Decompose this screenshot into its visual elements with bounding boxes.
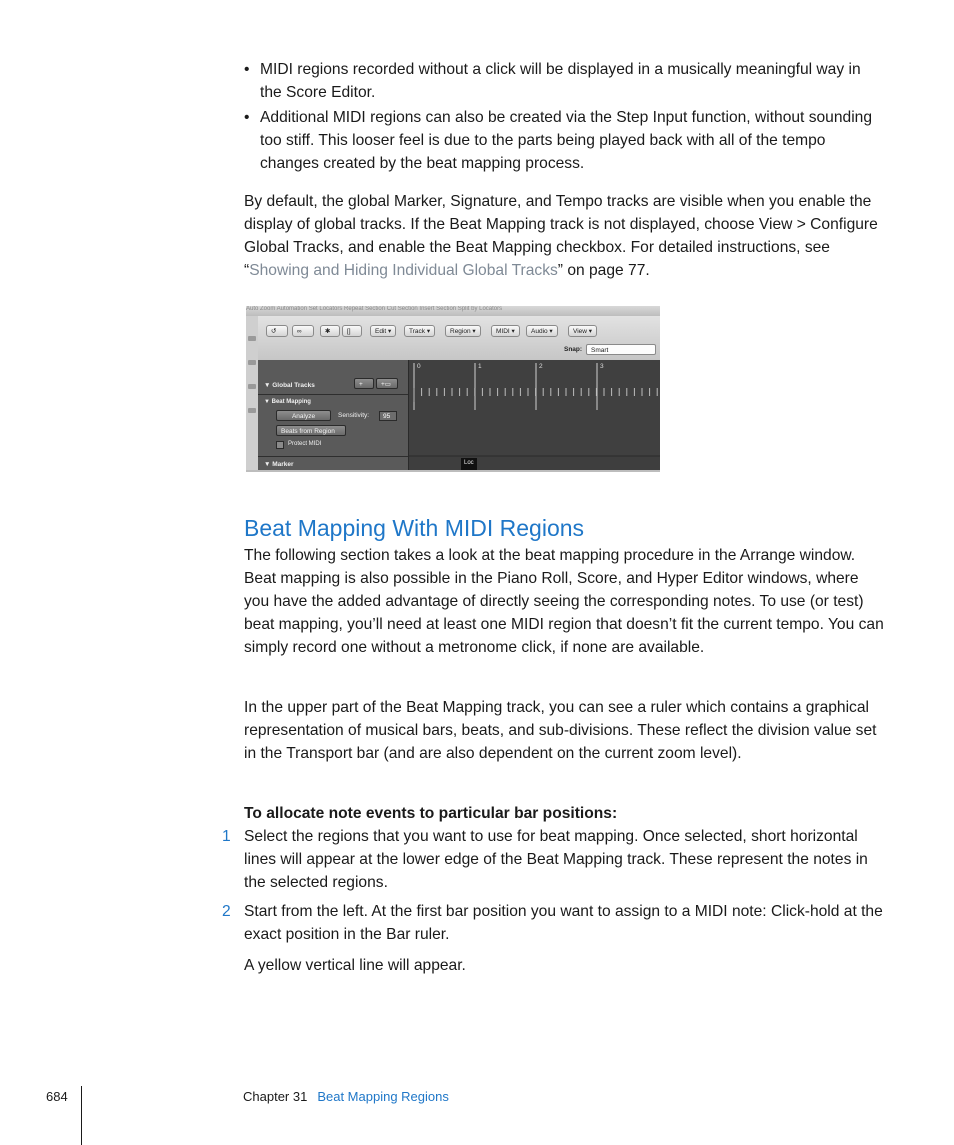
locator-label: Loc (464, 460, 474, 466)
section-title: Beat Mapping With MIDI Regions (244, 515, 585, 541)
ruler-bar-label: 3 (600, 363, 604, 370)
step-text: Start from the left. At the first bar position you want to assign to a MIDI note: Click-hold at the exact position in the Bar ruler. (244, 903, 883, 943)
global-tracks-disclosure[interactable]: ▼ Global Tracks (264, 382, 315, 389)
bullet-marker: • (244, 61, 250, 78)
step-number: 2 (222, 903, 231, 920)
toolbar-label-strip: Auto Zoom Automation Set Locators Repeat Section Cut Section Insert Section Split by Locators (246, 306, 660, 316)
tool-icon (248, 384, 256, 389)
analyze-button[interactable]: Analyze (276, 410, 331, 421)
tool-icon (248, 336, 256, 341)
arrange-window-screenshot (246, 306, 660, 472)
cross-reference-link[interactable]: Showing and Hiding Individual Global Tracks (249, 262, 558, 279)
footer-divider (81, 1086, 82, 1145)
chapter-label: Chapter 31 (243, 1089, 308, 1104)
ruler-bar-label: 1 (478, 363, 482, 370)
ruler-bar-label: 0 (417, 363, 421, 370)
protect-midi-label: Protect MIDI (288, 441, 322, 447)
sensitivity-label: Sensitivity: (338, 412, 370, 419)
bullet-text: MIDI regions recorded without a click will be displayed in a musically meaningful way in the Score Editor. (260, 61, 861, 101)
procedure-step (222, 825, 884, 894)
page-number: 684 (46, 1089, 68, 1104)
ruler-bar-label: 2 (539, 363, 543, 370)
global-tracks-panel (258, 360, 409, 470)
catch-icon[interactable]: ✱ (320, 325, 340, 337)
footer-chapter (243, 1089, 449, 1104)
procedure-step (222, 900, 884, 946)
intro-paragraph (244, 190, 884, 282)
link-icon[interactable]: ↺ (266, 325, 288, 337)
ruler-graphic (409, 360, 660, 470)
bullet-list (244, 58, 874, 177)
paragraph-text: By default, the global Marker, Signature, and Tempo tracks are visible when you enable the display of global tracks. If the Beat Mapping track is not displayed, choose View > Configure Global Tracks, and enable the Beat Mapping checkbox. For detailed instructions, see “ (244, 193, 878, 279)
tool-icon (248, 408, 256, 413)
procedure-title: To allocate note events to particular bar positions: (244, 805, 618, 822)
brackets-icon[interactable]: [] (342, 325, 362, 337)
add-icon[interactable]: + (354, 378, 374, 389)
tool-icon (248, 360, 256, 365)
folder-add-icon[interactable]: +▭ (376, 378, 398, 389)
chain-icon[interactable]: ∞ (292, 325, 314, 337)
paragraph-text: ” on page 77. (557, 262, 650, 279)
step-text: Select the regions that you want to use for beat mapping. Once selected, short horizontal lines will appear at the lower edge of the Beat Mapping track. These represent the notes in the selected regions. (244, 828, 868, 891)
protect-midi-checkbox[interactable] (276, 441, 284, 449)
marker-disclosure[interactable]: ▼ Marker (264, 461, 294, 468)
edit-menu[interactable]: Edit ▾ (370, 325, 396, 337)
beats-from-region-button[interactable]: Beats from Region (276, 425, 346, 436)
bullet-text: Additional MIDI regions can also be created via the Step Input function, without sounding too stiff. This looser feel is due to the parts being played back with all of the tempo changes created by the beat mapping process. (260, 109, 873, 172)
track-menu[interactable]: Track ▾ (404, 325, 435, 337)
step-number: 1 (222, 828, 231, 845)
list-item (244, 106, 874, 175)
step-result: A yellow vertical line will appear. (244, 957, 466, 974)
bullet-marker: • (244, 109, 250, 126)
snap-select[interactable]: Smart (586, 344, 656, 355)
chapter-title-link[interactable]: Beat Mapping Regions (317, 1089, 449, 1104)
snap-label: Snap: (564, 346, 583, 353)
sensitivity-field[interactable]: 95 (379, 411, 397, 421)
section-paragraph: In the upper part of the Beat Mapping track, you can see a ruler which contains a graphical representation of musical bars, beats, and sub-divisions. These reflect the division value set in the Transport bar (and are also dependent on the current zoom level). (244, 699, 877, 762)
list-item (244, 58, 874, 104)
beat-mapping-ruler[interactable] (409, 360, 660, 470)
audio-menu[interactable]: Audio ▾ (526, 325, 558, 337)
section-paragraph: The following section takes a look at the beat mapping procedure in the Arrange window. Beat mapping is also possible in the Piano Roll, Score, and Hyper Editor windows, where you have the added advantage of directly seeing the corresponding notes. To use (or test) beat mapping, you’ll need at least one MIDI region that doesn’t fit the current tempo. You can simply record one without a metronome click, if none are available. (244, 547, 884, 656)
left-tool-strip (246, 316, 258, 470)
view-menu[interactable]: View ▾ (568, 325, 597, 337)
arrange-toolbar (258, 316, 660, 361)
divider (258, 456, 408, 457)
beat-mapping-disclosure[interactable]: ▼ Beat Mapping (264, 399, 311, 405)
divider (258, 394, 408, 395)
midi-menu[interactable]: MIDI ▾ (491, 325, 520, 337)
region-menu[interactable]: Region ▾ (445, 325, 481, 337)
